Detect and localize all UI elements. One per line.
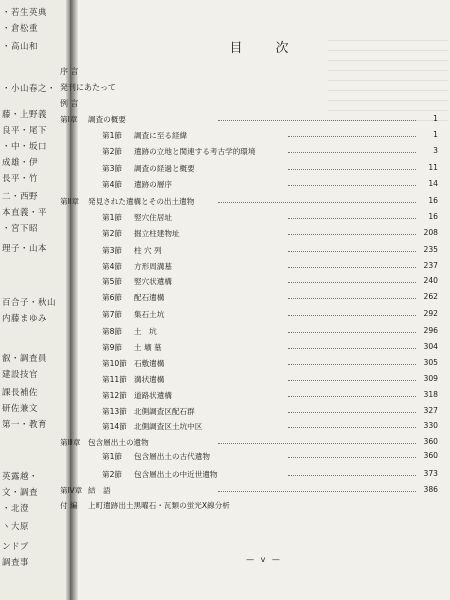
left-page-fragment: ・倉松重 — [2, 24, 39, 34]
toc-entry-title: 上町遺跡出土黒曜石・瓦類の蛍光X線分析 — [88, 501, 230, 510]
toc-entry-page: 235 — [423, 245, 438, 254]
toc-section-row — [78, 179, 438, 193]
toc-entry-number: 第2節 — [102, 470, 123, 479]
leader-dots — [288, 348, 416, 349]
toc-section-row — [78, 406, 438, 420]
toc-entry-number: 第6節 — [102, 293, 123, 302]
preface-item-hakkan: 発刊にあたって — [60, 83, 116, 92]
toc-entry-number: 第3節 — [102, 246, 123, 255]
left-page-fragment: ・宮下昭 — [2, 224, 39, 234]
toc-section-row — [78, 326, 438, 340]
left-page-fragment: ・中・坂口 — [2, 142, 48, 152]
leader-dots — [218, 202, 416, 203]
toc-entry-title: 包含層出土の遺物 — [88, 438, 149, 447]
toc-section-row — [78, 469, 438, 483]
toc-entry-title: 竪穴状遺構 — [134, 277, 172, 286]
left-page-fragment: ・高山和 — [2, 42, 39, 52]
leader-dots — [288, 267, 416, 268]
toc-entry-page: 11 — [428, 163, 438, 172]
toc-section-row — [78, 245, 438, 259]
left-page-fragment: 文・調査 — [2, 488, 39, 498]
leader-dots — [288, 282, 416, 283]
left-page-fragment: 成雄・伊 — [2, 158, 39, 168]
toc-entry-number: 付 編 — [60, 501, 78, 510]
toc-entry-page: 3 — [433, 146, 438, 155]
toc-entry-page: 14 — [428, 179, 438, 188]
toc-entry-page: 305 — [423, 358, 438, 367]
toc-section-row — [78, 342, 438, 356]
left-page-fragment: ンドブ — [2, 542, 29, 552]
toc-entry-page: 318 — [423, 390, 438, 399]
toc-entry-number: 第4節 — [102, 180, 123, 189]
toc-entry-number: 第2節 — [102, 229, 123, 238]
toc-entry-title: 調査の経過と概要 — [134, 164, 195, 173]
toc-entry-title: 調査に至る経緯 — [134, 131, 188, 140]
left-page-fragment: ・若生英典 — [2, 8, 48, 18]
toc-entry-title: 発見された遺構とその出土遺物 — [88, 197, 195, 206]
toc-title: 目 次 — [229, 41, 299, 56]
toc-page — [60, 0, 450, 600]
toc-entry-page: 296 — [423, 326, 438, 335]
toc-section-row — [78, 309, 438, 323]
toc-entry-page: 373 — [423, 469, 438, 478]
toc-entry-number: 第Ⅲ章 — [60, 438, 81, 447]
left-page-fragment: 百合子・秋山 — [2, 298, 57, 308]
toc-entry-title: 溝状遺構 — [134, 375, 165, 384]
toc-entry-title: 包含層出土の古代遺物 — [134, 452, 210, 461]
toc-section-row — [78, 163, 438, 177]
toc-entry-title: 土 坑 — [134, 327, 157, 336]
left-page-fragment: ヽ大原 — [2, 522, 30, 532]
toc-entry-title: 遺跡の層序 — [134, 180, 172, 189]
toc-entry-page: 16 — [428, 212, 438, 221]
toc-section-row — [78, 374, 438, 388]
leader-dots — [288, 427, 416, 428]
toc-entry-title: 方形周溝墓 — [134, 262, 172, 271]
leader-dots — [288, 185, 416, 186]
toc-entry-number: 第2節 — [102, 147, 123, 156]
toc-entry-number: 第3節 — [102, 164, 123, 173]
toc-section-row — [78, 421, 438, 435]
toc-entry-number: 第4節 — [102, 262, 123, 271]
toc-chapter-row — [60, 437, 438, 451]
toc-entry-page: 292 — [423, 309, 438, 318]
left-page-fragment: 叡・調査員 — [2, 354, 48, 364]
toc-entry-page: 240 — [423, 276, 438, 285]
leader-dots — [288, 380, 416, 381]
toc-entry-title: 結 語 — [88, 486, 111, 495]
left-page-fragment: 調査事 — [2, 558, 30, 568]
left-page-fragment: 理子・山本 — [2, 244, 48, 254]
toc-entry-number: 第12節 — [102, 391, 127, 400]
left-page-fragment: 課長補佐 — [2, 388, 39, 398]
left-page-fragment: ・北澄 — [2, 504, 30, 514]
toc-entry-page: 330 — [423, 421, 438, 430]
leader-dots — [288, 457, 416, 458]
leader-dots — [288, 218, 416, 219]
leader-dots — [218, 120, 416, 121]
toc-entry-title: 柱 穴 列 — [134, 246, 162, 255]
toc-chapter-row — [60, 114, 438, 128]
toc-entry-title: 遺跡の立地と関連する考古学的環境 — [134, 147, 256, 156]
toc-section-row — [78, 292, 438, 306]
toc-entry-page: 237 — [423, 261, 438, 270]
left-page-fragment: 長平・竹 — [2, 174, 39, 184]
toc-entry-title: 道路状遺構 — [134, 391, 172, 400]
toc-entry-number: 第10節 — [102, 359, 127, 368]
leader-dots — [288, 136, 416, 137]
leader-dots — [288, 298, 416, 299]
toc-chapter-row — [60, 196, 438, 210]
toc-section-row — [78, 276, 438, 290]
toc-entry-number: 第5節 — [102, 277, 123, 286]
toc-entry-number: 第Ⅳ章 — [60, 486, 83, 495]
toc-section-row — [78, 358, 438, 372]
toc-section-row — [78, 228, 438, 242]
toc-entry-number: 第13節 — [102, 407, 127, 416]
leader-dots — [288, 396, 416, 397]
toc-entry-number: 第9節 — [102, 343, 123, 352]
toc-entry-number: 第1節 — [102, 131, 123, 140]
left-page-fragment: ・小山春之・ — [2, 84, 57, 94]
leader-dots — [218, 491, 416, 492]
leader-dots — [288, 412, 416, 413]
toc-entry-number: 第1節 — [102, 452, 123, 461]
toc-entry-number: 第11節 — [102, 375, 127, 384]
toc-section-row — [78, 390, 438, 404]
toc-entry-page: 360 — [423, 437, 438, 446]
toc-entry-page: 304 — [423, 342, 438, 351]
leader-dots — [288, 475, 416, 476]
leader-dots — [288, 251, 416, 252]
toc-entry-page: 16 — [428, 196, 438, 205]
toc-entry-title: 北側調査区土坑中区 — [134, 422, 203, 431]
left-page-fragment: 建設技官 — [2, 370, 39, 380]
toc-entry-title: 北側調査区配石群 — [134, 407, 195, 416]
toc-entry-number: 第8節 — [102, 327, 123, 336]
left-page-fragment: 良平・尾下 — [2, 126, 48, 136]
leader-dots — [288, 234, 416, 235]
toc-entry-number: 第1節 — [102, 213, 123, 222]
toc-appendix-row — [60, 500, 438, 514]
toc-entry-title: 包含層出土の中近世遺物 — [134, 470, 218, 479]
toc-entry-page: 386 — [423, 485, 438, 494]
toc-section-row — [78, 261, 438, 275]
toc-entry-title: 土 壙 墓 — [134, 343, 162, 352]
toc-entry-title: 調査の概要 — [88, 115, 126, 124]
left-page-fragment: 本直義・平 — [2, 208, 48, 218]
toc-entry-page: 208 — [423, 228, 438, 237]
preface-item-jogen: 序 言 — [60, 67, 79, 76]
toc-chapter-row — [60, 485, 438, 499]
toc-entry-page: 1 — [433, 130, 438, 139]
toc-entry-page: 262 — [423, 292, 438, 301]
leader-dots — [288, 315, 416, 316]
left-page-fragment: 研佐兼文 — [2, 404, 39, 414]
toc-section-row — [78, 146, 438, 160]
preface-item-reigen: 例 言 — [60, 99, 79, 108]
toc-entry-number: 第14節 — [102, 422, 127, 431]
toc-entry-number: 第7節 — [102, 310, 123, 319]
left-page-fragment: 内藤まゆみ — [2, 314, 48, 324]
toc-section-row — [78, 451, 438, 465]
leader-dots — [288, 364, 416, 365]
leader-dots — [218, 443, 416, 444]
toc-entry-title: 掘立柱建物址 — [134, 229, 180, 238]
leader-dots — [288, 152, 416, 153]
toc-entry-page: 327 — [423, 406, 438, 415]
left-page-fragment: 英露越・ — [2, 472, 39, 482]
toc-entry-title: 石敷遺構 — [134, 359, 165, 368]
toc-entry-page: 360 — [423, 451, 438, 460]
leader-dots — [288, 332, 416, 333]
toc-entry-title: 集石土坑 — [134, 310, 165, 319]
page-folio: — v — — [246, 555, 282, 564]
toc-entry-title: 竪穴住居址 — [134, 213, 172, 222]
left-page-fragment: 第一・教育 — [2, 420, 48, 430]
left-page-fragment: 二・西野 — [2, 192, 39, 202]
toc-entry-page: 309 — [423, 374, 438, 383]
toc-entry-number: 第Ⅰ章 — [60, 115, 78, 124]
leader-dots — [288, 169, 416, 170]
toc-section-row — [78, 130, 438, 144]
toc-entry-number: 第Ⅱ章 — [60, 197, 79, 206]
left-page-fragment: 藤・上野義 — [2, 110, 48, 120]
toc-entry-title: 配石遺構 — [134, 293, 165, 302]
toc-section-row — [78, 212, 438, 226]
toc-entry-page: 1 — [433, 114, 438, 123]
